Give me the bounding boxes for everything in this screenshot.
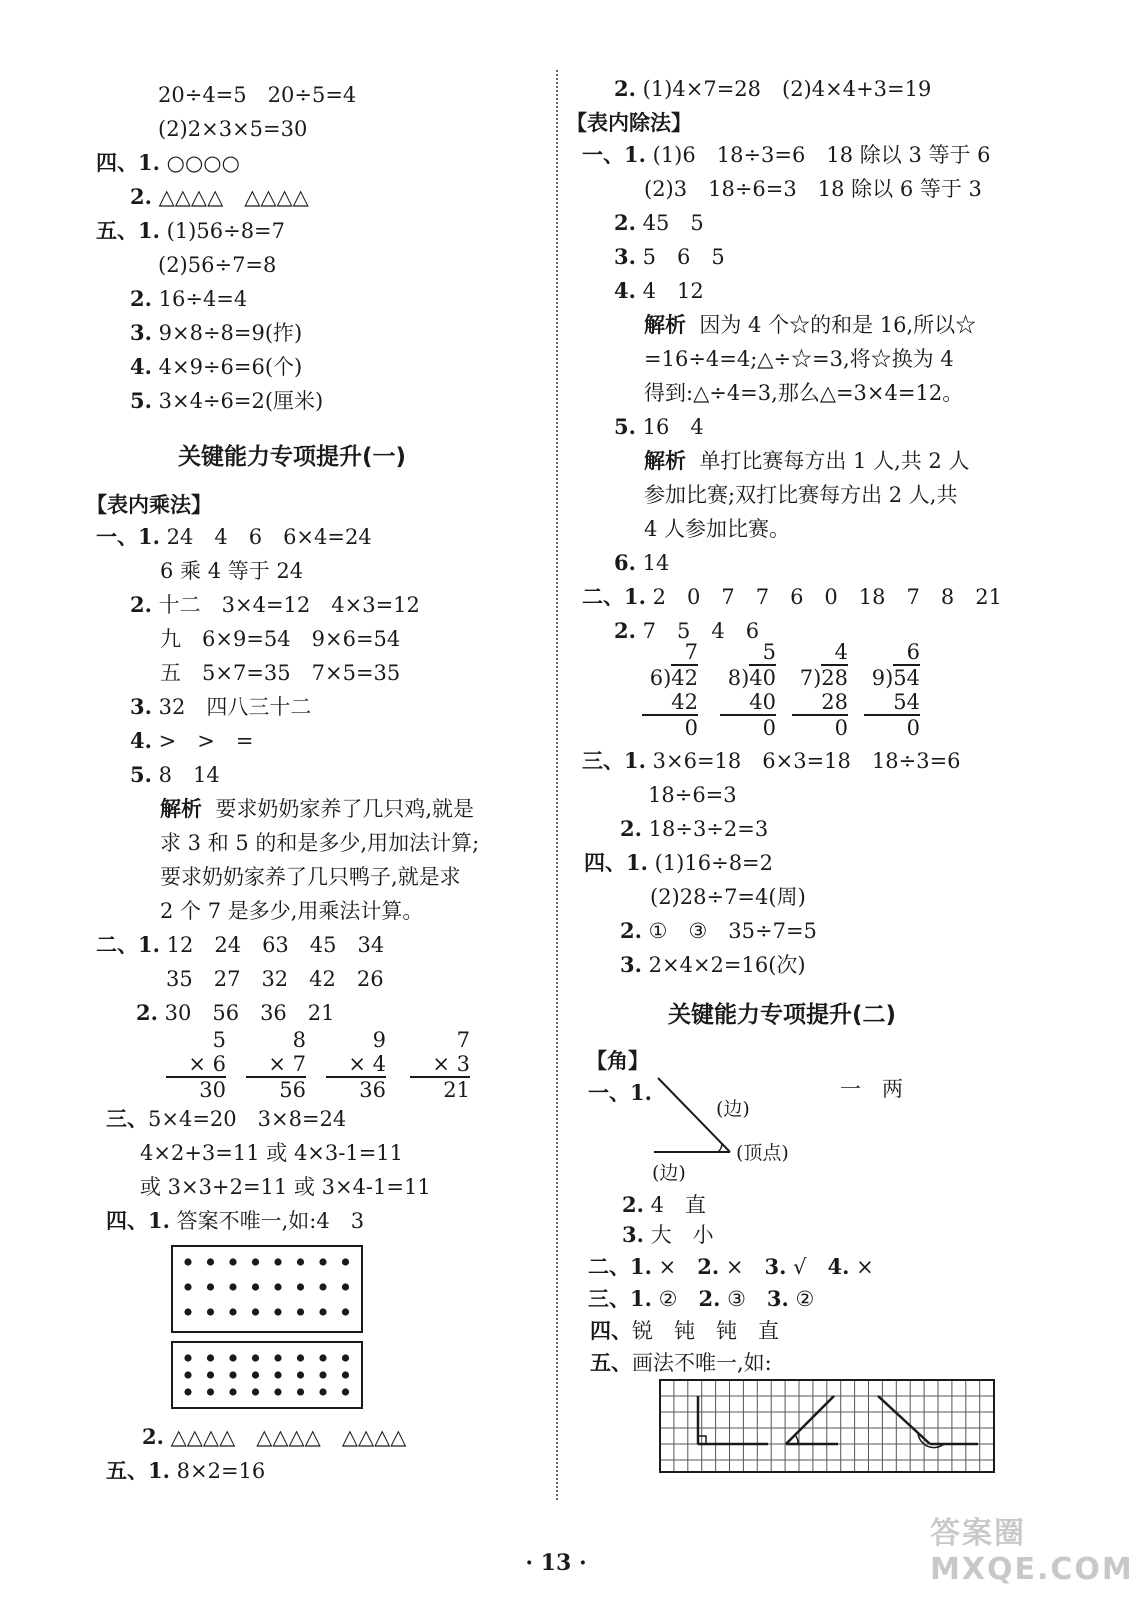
answer-item [614, 278, 704, 304]
dot [319, 1283, 326, 1290]
dot [297, 1308, 304, 1315]
dot [184, 1258, 191, 1265]
dot-array-box [172, 1342, 362, 1408]
item-number: 5. [614, 414, 636, 439]
item-number: 一、1. [96, 524, 160, 549]
answer-item [614, 76, 931, 102]
analysis-line: 求 3 和 5 的和是多少,用加法计算; [160, 831, 480, 855]
dot [229, 1283, 236, 1290]
item-number: 二、1. [582, 584, 646, 609]
answer-item [130, 592, 420, 618]
item-text: 4 12 [642, 279, 704, 303]
answer-line: 20÷4=5 20÷5=4 [158, 83, 357, 107]
answer-item [130, 388, 323, 414]
answer-item [590, 1350, 772, 1376]
watermark: 答案圈 MXQE.COM [930, 1516, 1134, 1587]
item-number: 2. [614, 210, 636, 235]
dot-array-dots [184, 1354, 349, 1395]
item-number: 3. [764, 1254, 787, 1279]
analysis-line [644, 312, 976, 338]
dot-array-dots [184, 1258, 349, 1315]
dot [274, 1258, 281, 1265]
answer-item [620, 816, 768, 842]
angle-grid-drawing [658, 1378, 998, 1476]
dot [297, 1283, 304, 1290]
analysis-line [160, 796, 474, 822]
angle-label-side: (边) [652, 1162, 686, 1184]
dividend: 28 [821, 666, 848, 690]
item-text: 32 四八三十二 [158, 695, 312, 719]
dot [207, 1388, 214, 1395]
item-number: 2. [614, 76, 636, 101]
dot [342, 1258, 349, 1265]
dot [229, 1308, 236, 1315]
analysis-line: 得到:△÷4=3,那么△=3×4=12。 [644, 381, 964, 405]
answer-item [106, 1106, 346, 1132]
vertical-multiplication [246, 1028, 306, 1102]
item-text: ○○○○ [166, 151, 240, 175]
dot [274, 1388, 281, 1395]
item-text: (1)6 18÷3=6 18 除以 3 等于 6 [652, 143, 991, 167]
item-number: 2. [130, 286, 152, 311]
multiplicand: 7 [456, 1028, 470, 1052]
dot [184, 1283, 191, 1290]
answer-item [106, 1208, 364, 1234]
answer-item [582, 142, 991, 168]
answer-line: (2)28÷7=4(周) [650, 885, 806, 909]
dot [342, 1354, 349, 1361]
multiplier: × 6 [166, 1052, 226, 1078]
item-number: 2. [130, 184, 152, 209]
item-number: 二、1. [96, 932, 160, 957]
divisor: 8 [727, 666, 742, 690]
answer-item [96, 218, 285, 244]
item-number: 3. [130, 694, 152, 719]
dot-array-box [172, 1246, 362, 1332]
dot [342, 1308, 349, 1315]
answer-item [588, 1254, 874, 1280]
answer-item [588, 1080, 652, 1106]
quotient: 6 [906, 640, 920, 664]
long-division: 6 9)54 54 0 [864, 640, 920, 740]
item-number: 五、1. [106, 1458, 170, 1483]
multiplier: × 7 [246, 1052, 306, 1078]
analysis-label: 解析 [644, 313, 686, 337]
item-text: 5×4=20 3×8=24 [148, 1107, 347, 1131]
item-number: 5. [130, 762, 152, 787]
dividend: 42 [671, 666, 698, 690]
item-text: 锐 钝 钝 直 [632, 1319, 779, 1343]
answer-item [130, 320, 302, 346]
divisor: 6 [649, 666, 664, 690]
dot [207, 1354, 214, 1361]
analysis-text: 单打比赛每方出 1 人,共 2 人 [699, 449, 970, 473]
long-division: 4 7)28 28 0 [792, 640, 848, 740]
topic-heading: 【表内乘法】 [86, 493, 212, 517]
item-text: × [856, 1255, 874, 1279]
answer-item [614, 550, 669, 576]
dot [207, 1308, 214, 1315]
answer-item [584, 850, 773, 876]
item-number: 2. [142, 1424, 164, 1449]
item-text: 12 24 63 45 34 [166, 933, 385, 957]
item-number: 三、1. [588, 1286, 652, 1311]
item-text: 3×6=18 6×3=18 18÷3=6 [652, 749, 961, 773]
answer-line: 九 6×9=54 9×6=54 [160, 627, 401, 651]
item-number: 2. [698, 1286, 721, 1311]
answer-item [614, 414, 704, 440]
angle-label-vertex: (顶点) [736, 1142, 789, 1164]
answer-item [130, 728, 253, 754]
partial-product: 42 [642, 690, 698, 716]
dot [229, 1258, 236, 1265]
item-number: 2. [697, 1254, 720, 1279]
answer-item [582, 584, 1002, 610]
column-divider [556, 70, 558, 1500]
item-number: 4. [614, 278, 636, 303]
item-number: 3. [620, 952, 642, 977]
item-number: 2. [622, 1192, 644, 1217]
answer-item [136, 1000, 335, 1026]
dot [319, 1308, 326, 1315]
item-text: > > = [158, 729, 254, 753]
item-text: 45 5 [642, 211, 704, 235]
dot [342, 1388, 349, 1395]
multiplier: × 3 [410, 1052, 470, 1078]
item-number: 4. [827, 1254, 850, 1279]
answer-item [106, 1458, 265, 1484]
dot-array-figure [170, 1244, 366, 1412]
quotient: 4 [834, 640, 848, 664]
answer-line: 18÷6=3 [648, 783, 737, 807]
dot [297, 1354, 304, 1361]
item-text: 大 小 [650, 1223, 714, 1247]
analysis-label: 解析 [644, 449, 686, 473]
item-text: 3×4÷6=2(厘米) [158, 389, 324, 413]
item-number: 四、1. [584, 850, 648, 875]
dot [207, 1258, 214, 1265]
answer-item [590, 1318, 779, 1344]
dot [297, 1388, 304, 1395]
item-text: 4×9÷6=6(个) [158, 355, 303, 379]
analysis-text: 要求奶奶家养了几只鸡,就是 [215, 797, 475, 821]
dividend: 54 [893, 666, 920, 690]
item-number: 5. [130, 388, 152, 413]
quotient: 5 [762, 640, 776, 664]
product: 36 [359, 1078, 386, 1102]
item-number: 五、 [590, 1350, 632, 1375]
answer-line: (2)3 18÷6=3 18 除以 6 等于 3 [644, 177, 982, 201]
remainder: 0 [762, 716, 776, 740]
item-text: 4 直 [650, 1193, 706, 1217]
remainder: 0 [906, 716, 920, 740]
answer-item [622, 1222, 714, 1248]
grid-lines [660, 1380, 994, 1472]
analysis-line [644, 448, 969, 474]
page-number: · 13 · [525, 1550, 587, 1576]
analysis-label: 解析 [160, 797, 202, 821]
analysis-line: 参加比赛;双打比赛每方出 2 人,共 [644, 483, 958, 507]
obtuse-angle-line [878, 1396, 930, 1444]
answer-item [130, 354, 302, 380]
dot [229, 1371, 236, 1378]
partial-product: 40 [720, 690, 776, 716]
section-heading: 关键能力专项提升(二) [668, 1002, 897, 1028]
answer-item [130, 286, 247, 312]
dot [229, 1388, 236, 1395]
product: 56 [279, 1078, 306, 1102]
dot [342, 1371, 349, 1378]
multiplier: × 4 [326, 1052, 386, 1078]
answer-line: 6 乘 4 等于 24 [160, 559, 304, 583]
item-text: 18÷3÷2=3 [648, 817, 769, 841]
item-text: △△△△ △△△△ △△△△ [170, 1425, 407, 1449]
quotient: 7 [684, 640, 698, 664]
item-text: 5 6 5 [642, 245, 725, 269]
dot [252, 1308, 259, 1315]
divisor: 9 [871, 666, 886, 690]
analysis-line: 2 个 7 是多少,用乘法计算。 [160, 899, 424, 923]
dot [184, 1354, 191, 1361]
angle-label-side: (边) [716, 1098, 750, 1120]
analysis-line: 4 人参加比赛。 [644, 517, 791, 541]
remainder: 0 [684, 716, 698, 740]
topic-heading: 【表内除法】 [566, 111, 692, 135]
long-division: 5 8)40 40 0 [720, 640, 776, 740]
analysis-line: 要求奶奶家养了几只鸭子,就是求 [160, 865, 461, 889]
topic-heading: 【角】 [586, 1049, 649, 1073]
item-number: 2. [614, 618, 636, 643]
long-division: 7 6)42 42 0 [642, 640, 698, 740]
answer-line: 4×2+3=11 或 4×3-1=11 [140, 1141, 404, 1165]
dot [252, 1388, 259, 1395]
item-number: 4. [130, 728, 152, 753]
answer-item [96, 932, 384, 958]
dividend: 40 [749, 666, 776, 690]
dot [342, 1283, 349, 1290]
item-text: 十二 3×4=12 4×3=12 [158, 593, 420, 617]
divisor: 7 [799, 666, 814, 690]
dot [252, 1283, 259, 1290]
item-number: 一、1. [588, 1080, 652, 1105]
answer-line: 或 3×3+2=11 或 3×4-1=11 [140, 1175, 431, 1199]
item-text: 7 5 4 6 [642, 619, 760, 643]
answer-item [620, 952, 806, 978]
partial-product: 28 [792, 690, 848, 716]
item-text: 2×4×2=16(次) [648, 953, 806, 977]
item-text: ② [658, 1287, 699, 1311]
item-number: 4. [130, 354, 152, 379]
multiplicand: 9 [372, 1028, 386, 1052]
section-heading: 关键能力专项提升(一) [178, 444, 407, 470]
item-number: 2. [136, 1000, 158, 1025]
item-number: 3. [766, 1286, 789, 1311]
item-number: 3. [622, 1222, 644, 1247]
item-number: 三、1. [582, 748, 646, 773]
item-text: ② [795, 1287, 815, 1311]
item-number: 一、1. [582, 142, 646, 167]
item-text: 2 0 7 7 6 0 18 7 8 21 [652, 585, 1002, 609]
acute-angle-arc [795, 1435, 798, 1444]
item-number: 2. [620, 816, 642, 841]
answer-line: (2)2×3×5=30 [158, 117, 308, 141]
angle-arc [718, 1144, 722, 1152]
answer-item [588, 1286, 814, 1312]
dot [319, 1354, 326, 1361]
answer-item [130, 694, 311, 720]
multiplicand: 5 [212, 1028, 226, 1052]
item-text: 8×2=16 [176, 1459, 266, 1483]
item-number: 四、1. [106, 1208, 170, 1233]
vertical-multiplication [326, 1028, 386, 1102]
dot [229, 1354, 236, 1361]
item-text: △△△△ △△△△ [158, 185, 309, 209]
item-number: 2. [620, 918, 642, 943]
item-text: √ [793, 1255, 828, 1279]
partial-product: 54 [864, 690, 920, 716]
item-text: (1)16÷8=2 [654, 851, 774, 875]
item-text: ① ③ 35÷7=5 [648, 919, 817, 943]
item-text: 8 14 [158, 763, 220, 787]
item-text: ③ [727, 1287, 767, 1311]
dot [297, 1371, 304, 1378]
answer-text: 一 两 [840, 1077, 903, 1101]
dot [274, 1354, 281, 1361]
answer-item [620, 918, 817, 944]
item-number: 四、 [590, 1318, 632, 1343]
answer-item [582, 748, 961, 774]
dot [252, 1354, 259, 1361]
answer-item [130, 762, 220, 788]
item-text: 答案不唯一,如:4 3 [176, 1209, 365, 1233]
product: 30 [199, 1078, 226, 1102]
item-number: 6. [614, 550, 636, 575]
dot [274, 1308, 281, 1315]
item-text: × [725, 1255, 765, 1279]
vertical-multiplication [166, 1028, 226, 1102]
item-number: 3. [614, 244, 636, 269]
analysis-text: 因为 4 个☆的和是 16,所以☆ [699, 313, 977, 337]
dot [184, 1388, 191, 1395]
dot [184, 1308, 191, 1315]
dot [319, 1371, 326, 1378]
dot [319, 1388, 326, 1395]
item-text: 16÷4=4 [158, 287, 248, 311]
answer-line: (2)56÷7=8 [158, 253, 277, 277]
answer-item [614, 244, 725, 270]
item-number: 2. [130, 592, 152, 617]
item-number: 3. [130, 320, 152, 345]
dot [207, 1283, 214, 1290]
remainder: 0 [834, 716, 848, 740]
dot [252, 1371, 259, 1378]
answer-line: 35 27 32 42 26 [166, 967, 384, 991]
dot [274, 1283, 281, 1290]
item-text: 16 4 [642, 415, 704, 439]
dot [207, 1371, 214, 1378]
answer-line: 五 5×7=35 7×5=35 [160, 661, 401, 685]
answer-item [622, 1192, 706, 1218]
product: 21 [443, 1078, 470, 1102]
answer-item [142, 1424, 406, 1450]
dot [274, 1371, 281, 1378]
item-text: 30 56 36 21 [164, 1001, 335, 1025]
item-text: 9×8÷8=9(拃) [158, 321, 303, 345]
item-number: 二、1. [588, 1254, 652, 1279]
item-number: 三、 [106, 1106, 148, 1131]
answer-item [614, 210, 704, 236]
answer-item [96, 524, 372, 550]
item-text: 24 4 6 6×4=24 [166, 525, 372, 549]
item-text: × [658, 1255, 698, 1279]
answer-item [96, 150, 240, 176]
dot [252, 1258, 259, 1265]
item-text: (1)4×7=28 (2)4×4+3=19 [642, 77, 932, 101]
dot [297, 1258, 304, 1265]
dot [319, 1258, 326, 1265]
analysis-line: =16÷4=4;△÷☆=3,将☆换为 4 [644, 347, 954, 371]
item-number: 四、1. [96, 150, 160, 175]
multiplicand: 8 [292, 1028, 306, 1052]
item-number: 五、1. [96, 218, 160, 243]
item-text: 画法不唯一,如: [632, 1351, 772, 1375]
vertical-multiplication [410, 1028, 470, 1102]
answer-item [130, 184, 309, 210]
item-text: (1)56÷8=7 [166, 219, 286, 243]
dot [184, 1371, 191, 1378]
item-text: 14 [642, 551, 670, 575]
